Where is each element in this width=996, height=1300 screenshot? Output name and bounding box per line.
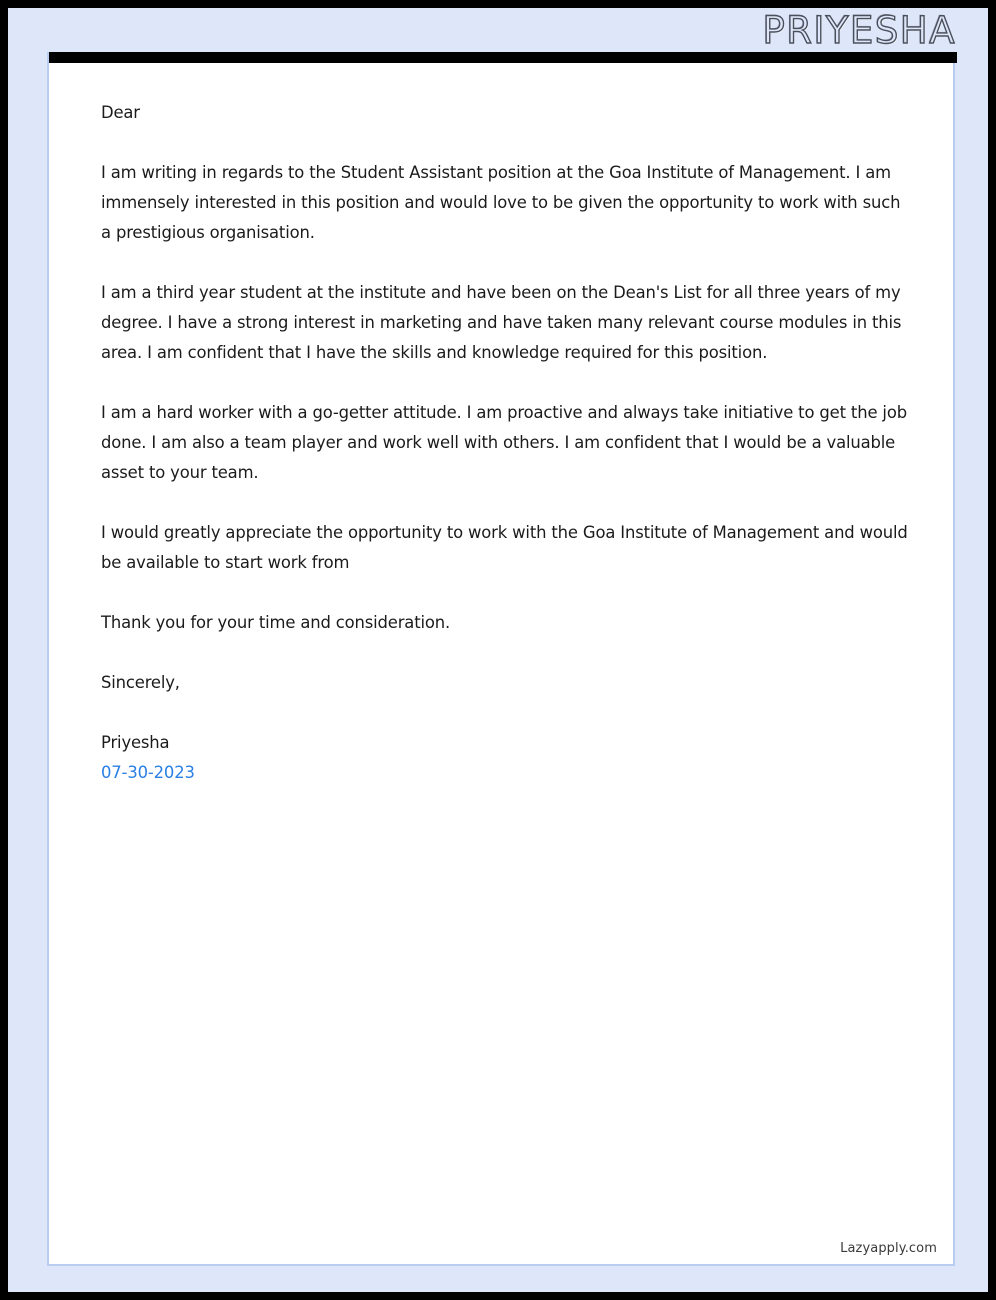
- header-rule-divider: [49, 52, 957, 63]
- letter-paper: [47, 52, 955, 1266]
- page-background-field: [8, 8, 988, 1292]
- candidate-name-title: PRIYESHA: [762, 8, 956, 52]
- footer-watermark: Lazyapply.com: [840, 1241, 937, 1256]
- letter-body: [101, 98, 909, 788]
- closing-line: Sincerely,: [101, 673, 180, 692]
- thank-you-line: Thank you for your time and consideration.: [101, 613, 451, 632]
- masthead: [8, 8, 988, 52]
- letter-paragraph-1: I am writing in regards to the Student Assistant position at the Goa Institute of Management. I am immensely interested in this position and would love to be given the opportunity to work with such a prestigious organisation.: [101, 163, 901, 242]
- letter-paragraph-3: I am a hard worker with a go-getter attitude. I am proactive and always take initiative to get the job done. I am also a team player and work well with others. I am confident that I would be a valuable asset to your team.: [101, 403, 907, 482]
- letter-paragraph-2: I am a third year student at the institute and have been on the Dean's List for all three years of my degree. I have a strong interest in marketing and have taken many relevant course modules in this area. I am confident that I have the skills and knowledge required for this position.: [101, 283, 902, 362]
- letter-date: 07-30-2023: [101, 763, 195, 782]
- salutation: Dear: [101, 103, 140, 122]
- signature-name: Priyesha: [101, 733, 170, 752]
- letter-paragraph-4: I would greatly appreciate the opportunity to work with the Goa Institute of Management and would be available to start work from: [101, 523, 908, 572]
